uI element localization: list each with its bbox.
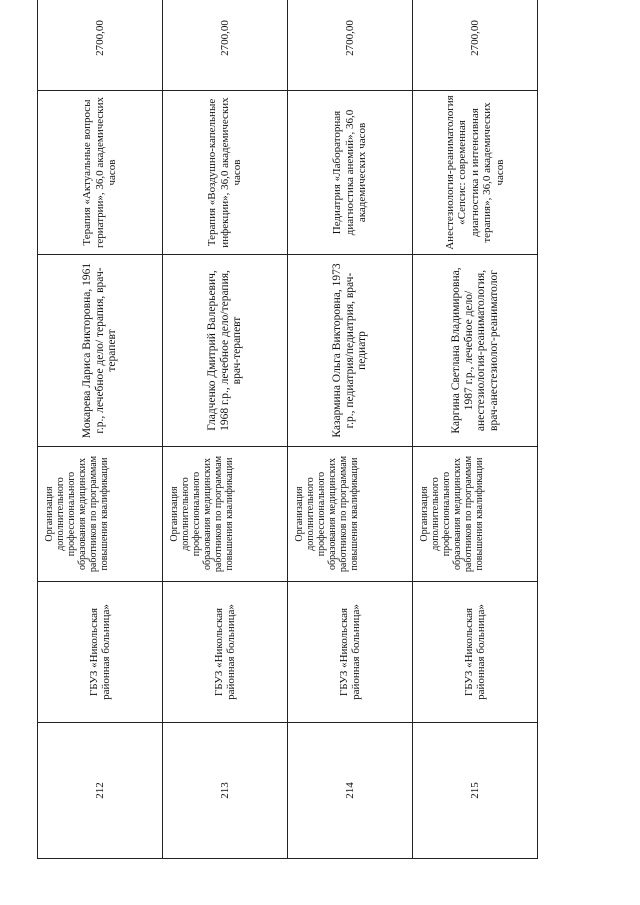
- amount-cell: 2700,00: [163, 0, 288, 91]
- row-number: 213: [163, 723, 288, 859]
- course-cell: Терапия «Актуальные вопросы гериатрии», 36,0 академических часов: [38, 91, 163, 255]
- organization-cell: ГБУЗ «Никольская районная больница»: [38, 582, 163, 723]
- person-cell: Мокарева Лариса Викторовна, 1961 г.р., лечебное дело/ терапия, врач-терапевт: [38, 255, 163, 447]
- program-text: Организация дополнительного профессионального образования медицинских работников по программам повышения квалификации: [294, 455, 360, 573]
- rotated-page-content: [37, 20, 531, 859]
- amount-cell: 2700,00: [288, 0, 413, 91]
- table-row: [413, 0, 538, 859]
- table-row: [288, 0, 413, 859]
- person-cell: Каргина Светлана Владимировна, 1987 г.р., лечебное дело/анестезиология-реаниматология, врач-анестезиолог-реаниматолог: [413, 255, 538, 447]
- records-table: [37, 0, 538, 859]
- course-cell: Терапия «Воздушно-капельные инфекции», 36,0 академических часов: [163, 91, 288, 255]
- row-number: 212: [38, 723, 163, 859]
- program-cell: [288, 447, 413, 582]
- program-text: Организация дополнительного профессионального образования медицинских работников по программам повышения квалификации: [44, 455, 110, 573]
- amount-cell: 2700,00: [413, 0, 538, 91]
- person-cell: Казармина Ольга Викторовна, 1973 г.р., педиатрия/педиатрия, врач-педиатр: [288, 255, 413, 447]
- table-row: [163, 0, 288, 859]
- amount-cell: 2700,00: [38, 0, 163, 91]
- records-table-body: [38, 0, 538, 859]
- program-text: Организация дополнительного профессионального образования медицинских работников по программам повышения квалификации: [419, 455, 485, 573]
- program-cell: [163, 447, 288, 582]
- course-cell: Педиатрия «Лабораторная диагностика анемий», 36,0 академических часов: [288, 91, 413, 255]
- course-cell: Анестезиология-реаниматология «Сепсис: современная диагностика и интенсивная терапия», 36,0 академических часов: [413, 91, 538, 255]
- row-number: 214: [288, 723, 413, 859]
- row-number: 215: [413, 723, 538, 859]
- program-cell: [38, 447, 163, 582]
- document-table-rotated: [37, 20, 531, 859]
- program-text: Организация дополнительного профессионального образования медицинских работников по программам повышения квалификации: [169, 455, 235, 573]
- organization-cell: ГБУЗ «Никольская районная больница»: [288, 582, 413, 723]
- organization-cell: ГБУЗ «Никольская районная больница»: [413, 582, 538, 723]
- program-cell: [413, 447, 538, 582]
- organization-cell: ГБУЗ «Никольская районная больница»: [163, 582, 288, 723]
- person-cell: Гладченко Дмитрий Валерьевич, 1968 г.р., лечебное дело/терапия, врач-терапевт: [163, 255, 288, 447]
- table-row: [38, 0, 163, 859]
